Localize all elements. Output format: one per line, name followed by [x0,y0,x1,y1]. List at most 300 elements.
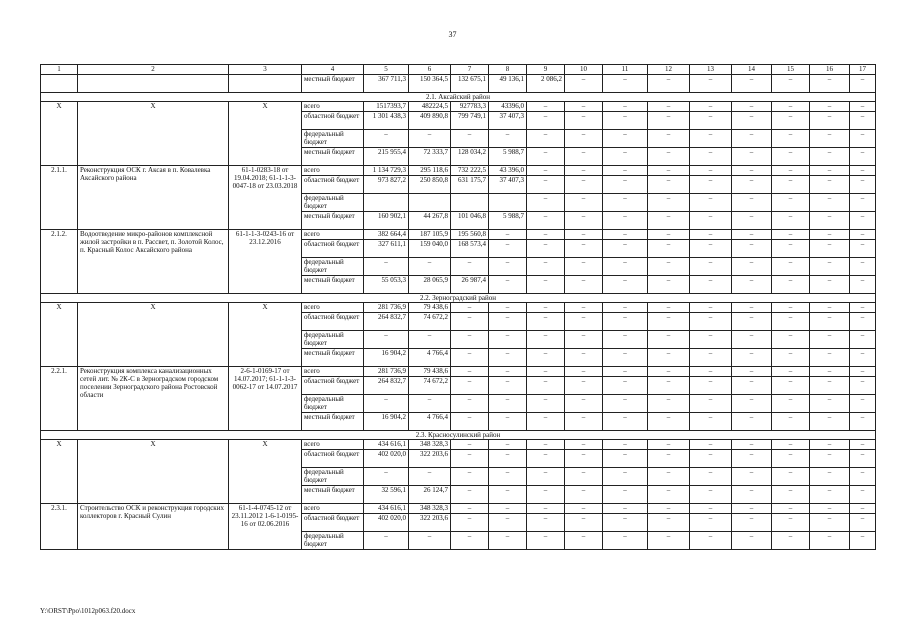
dash-cell: – [648,102,690,112]
dash-cell: – [451,532,489,550]
dash-cell: – [732,313,772,331]
amount-cell: 402 020,0 [364,514,409,532]
dash-cell: – [527,395,565,413]
dash-cell: – [527,377,565,395]
dash-cell: – [732,148,772,166]
amount-cell: 2 086,2 [527,75,565,93]
dash-cell: – [489,240,527,258]
dash-cell: – [772,230,810,240]
dash-cell: – [409,468,451,486]
dash-cell: – [565,468,603,486]
column-number: 2 [78,65,229,75]
dash-cell: – [527,486,565,504]
dash-cell: – [527,194,565,212]
dash-cell: – [451,303,489,313]
dash-cell: – [565,486,603,504]
dash-cell: – [527,212,565,230]
dash-cell: – [451,395,489,413]
column-number: 4 [302,65,364,75]
fund-source: местный бюджет [302,413,364,431]
dash-cell: – [565,148,603,166]
dash-cell: – [603,194,648,212]
dash-cell: – [732,212,772,230]
dash-cell: – [810,75,850,93]
dash-cell: – [690,176,732,194]
dash-cell: – [451,440,489,450]
dash-cell: – [451,349,489,367]
dash-cell: – [850,240,876,258]
amount-cell: 150 364,5 [409,75,451,93]
dash-cell: – [489,440,527,450]
dash-cell: – [364,130,409,148]
dash-cell: – [603,240,648,258]
object-name: X [78,303,229,367]
dash-cell: – [690,148,732,166]
dash-cell: – [603,377,648,395]
document-ref: X [229,102,302,166]
amount-cell: 367 711,3 [364,75,409,93]
dash-cell: – [772,166,810,176]
dash-cell: – [772,395,810,413]
table-row [41,230,876,240]
dash-cell: – [690,468,732,486]
dash-cell: – [810,532,850,550]
dash-cell: – [732,440,772,450]
dash-cell: – [850,148,876,166]
table-row [41,504,876,514]
amount-cell [364,194,409,212]
dash-cell: – [810,148,850,166]
dash-cell: – [451,377,489,395]
row-number: 2.3.1. [41,504,78,550]
fund-source: местный бюджет [302,349,364,367]
dash-cell: – [565,367,603,377]
dash-cell: – [648,75,690,93]
fund-source: федеральный бюджет [302,130,364,148]
dash-cell: – [850,212,876,230]
amount-cell: 195 560,8 [451,230,489,240]
dash-cell: – [732,166,772,176]
dash-cell: – [603,303,648,313]
dash-cell: – [850,504,876,514]
amount-cell: 26 987,4 [451,276,489,294]
dash-cell: – [603,486,648,504]
fund-source: всего [302,102,364,112]
fund-source: федеральный бюджет [302,331,364,349]
amount-cell: 79 438,6 [409,367,451,377]
dash-cell: – [850,258,876,276]
dash-cell: – [565,395,603,413]
amount-cell: 281 736,9 [364,367,409,377]
dash-cell: – [648,313,690,331]
dash-cell: – [603,166,648,176]
dash-cell: – [451,413,489,431]
dash-cell: – [451,313,489,331]
dash-cell: – [527,166,565,176]
dash-cell: – [810,486,850,504]
dash-cell: – [732,176,772,194]
dash-cell: – [603,258,648,276]
fund-source: всего [302,367,364,377]
row-number: 2.2.1. [41,367,78,431]
dash-cell: – [850,194,876,212]
dash-cell: – [451,514,489,532]
row-number: 2.1.1. [41,166,78,230]
dash-cell: – [489,450,527,468]
dash-cell: – [850,468,876,486]
column-number: 13 [690,65,732,75]
amount-cell: 55 053,3 [364,276,409,294]
amount-cell: 128 034,2 [451,148,489,166]
dash-cell: – [527,276,565,294]
amount-cell: 16 904,2 [364,413,409,431]
dash-cell: – [690,377,732,395]
dash-cell: – [648,504,690,514]
column-number: 3 [229,65,302,75]
dash-cell: – [565,212,603,230]
dash-cell: – [772,313,810,331]
dash-cell: – [648,468,690,486]
column-number: 1 [41,65,78,75]
row-number: 2.1.2. [41,230,78,294]
dash-cell: – [527,514,565,532]
dash-cell: – [527,349,565,367]
dash-cell: – [690,112,732,130]
dash-cell: – [810,276,850,294]
dash-cell: – [648,395,690,413]
fund-source: всего [302,166,364,176]
dash-cell: – [648,349,690,367]
dash-cell: – [489,349,527,367]
fund-source: областной бюджет [302,514,364,532]
column-number: 9 [527,65,565,75]
dash-cell: – [603,212,648,230]
dash-cell: – [565,258,603,276]
fund-source: областной бюджет [302,240,364,258]
fund-source: областной бюджет [302,112,364,130]
dash-cell: – [732,194,772,212]
amount-cell: 101 046,8 [451,212,489,230]
amount-cell: 1 301 438,3 [364,112,409,130]
dash-cell: – [648,194,690,212]
dash-cell: – [732,468,772,486]
dash-cell: – [648,303,690,313]
amount-cell: 26 124,7 [409,486,451,504]
dash-cell: – [451,367,489,377]
column-number: 17 [850,65,876,75]
dash-cell: – [603,440,648,450]
dash-cell: – [489,532,527,550]
dash-cell: – [772,194,810,212]
dash-cell: – [850,331,876,349]
dash-cell: – [648,258,690,276]
amount-cell: 5 988,7 [489,212,527,230]
section-title-row [41,93,876,102]
amount-cell: 322 203,6 [409,514,451,532]
dash-cell: – [565,166,603,176]
dash-cell: – [565,230,603,240]
amount-cell: 215 955,4 [364,148,409,166]
dash-cell: – [850,395,876,413]
document-ref: X [229,440,302,504]
footer-file-path: Y:\ORST\Ppo\1012p063.f20.docx [40,607,136,615]
dash-cell: – [810,468,850,486]
column-number: 16 [810,65,850,75]
dash-cell: – [810,166,850,176]
dash-cell: – [489,303,527,313]
dash-cell: – [648,240,690,258]
fund-source: всего [302,303,364,313]
dash-cell: – [527,367,565,377]
column-number: 8 [489,65,527,75]
dash-cell: – [527,532,565,550]
amount-cell: 264 832,7 [364,313,409,331]
dash-cell: – [772,367,810,377]
object-name [78,75,229,93]
amount-cell: 37 407,3 [489,176,527,194]
table-body [41,65,876,550]
dash-cell: – [565,176,603,194]
dash-cell: – [772,240,810,258]
section-title: 2.2. Зерноградский район [41,294,876,303]
dash-cell: – [732,349,772,367]
dash-cell: – [565,514,603,532]
dash-cell: – [690,212,732,230]
dash-cell: – [565,194,603,212]
column-number: 14 [732,65,772,75]
dash-cell: – [565,130,603,148]
amount-cell: 732 222,5 [451,166,489,176]
dash-cell: – [527,112,565,130]
dash-cell: – [451,130,489,148]
dash-cell: – [690,75,732,93]
dash-cell: – [810,377,850,395]
dash-cell: – [732,504,772,514]
dash-cell: – [603,148,648,166]
row-number [41,75,78,93]
document-ref: 61-1-0283-18 от 19.04.2018; 61-1-1-3-0047-18 от 23.03.2018 [229,166,302,230]
dash-cell: – [732,112,772,130]
amount-cell: 16 904,2 [364,349,409,367]
fund-source: местный бюджет [302,276,364,294]
amount-cell: 264 832,7 [364,377,409,395]
dash-cell: – [850,230,876,240]
dash-cell: – [603,230,648,240]
row-number: X [41,303,78,367]
dash-cell: – [648,331,690,349]
amount-cell: 348 328,3 [409,440,451,450]
dash-cell: – [603,112,648,130]
dash-cell: – [732,130,772,148]
dash-cell: – [690,130,732,148]
dash-cell: – [603,532,648,550]
dash-cell: – [603,514,648,532]
dash-cell: – [850,166,876,176]
dash-cell: – [451,331,489,349]
dash-cell: – [565,112,603,130]
column-number: 15 [772,65,810,75]
dash-cell: – [732,367,772,377]
dash-cell: – [364,468,409,486]
dash-cell: – [810,240,850,258]
dash-cell: – [489,367,527,377]
amount-cell: 43396,0 [489,102,527,112]
amount-cell: 250 850,8 [409,176,451,194]
amount-cell [451,194,489,212]
dash-cell: – [810,331,850,349]
amount-cell: 160 902,1 [364,212,409,230]
dash-cell: – [690,514,732,532]
dash-cell: – [690,450,732,468]
dash-cell: – [850,112,876,130]
amount-cell: 327 611,1 [364,240,409,258]
dash-cell: – [648,413,690,431]
dash-cell: – [732,331,772,349]
dash-cell: – [772,75,810,93]
dash-cell: – [409,258,451,276]
dash-cell: – [690,440,732,450]
dash-cell: – [489,377,527,395]
dash-cell: – [732,303,772,313]
dash-cell: – [732,514,772,532]
dash-cell: – [850,349,876,367]
object-name: X [78,440,229,504]
dash-cell: – [489,395,527,413]
dash-cell: – [409,395,451,413]
dash-cell: – [732,258,772,276]
dash-cell: – [772,450,810,468]
dash-cell: – [850,276,876,294]
dash-cell: – [364,532,409,550]
fund-source: местный бюджет [302,75,364,93]
fund-source: всего [302,504,364,514]
dash-cell: – [648,486,690,504]
dash-cell: – [489,504,527,514]
amount-cell: 799 749,1 [451,112,489,130]
object-name: Строительство ОСК и реконструкция городских коллекторов г. Красный Сулин [78,504,229,550]
dash-cell: – [690,303,732,313]
section-title: 2.1. Аксайский район [41,93,876,102]
amount-cell: 28 065,9 [409,276,451,294]
dash-cell: – [732,276,772,294]
dash-cell: – [603,313,648,331]
amount-cell: 168 573,4 [451,240,489,258]
amount-cell: 482224,5 [409,102,451,112]
object-name: Реконструкция комплекса канализационных сетей лит. № 2К-С в Зерноградском городском поселении Зерноградского района Ростовской области [78,367,229,431]
dash-cell: – [732,486,772,504]
dash-cell: – [489,258,527,276]
dash-cell: – [603,331,648,349]
dash-cell: – [603,468,648,486]
amount-cell: 159 040,0 [409,240,451,258]
dash-cell: – [810,349,850,367]
dash-cell: – [690,258,732,276]
table-row [41,440,876,450]
dash-cell: – [810,303,850,313]
fund-source: федеральный бюджет [302,194,364,212]
dash-cell: – [850,130,876,148]
amount-cell: 409 890,8 [409,112,451,130]
dash-cell: – [810,258,850,276]
table-row [41,303,876,313]
amount-cell: 927783,3 [451,102,489,112]
column-number: 5 [364,65,409,75]
table-row [41,367,876,377]
dash-cell: – [850,75,876,93]
dash-cell: – [810,367,850,377]
dash-cell: – [565,75,603,93]
dash-cell: – [690,331,732,349]
dash-cell: – [489,514,527,532]
table-row [41,166,876,176]
dash-cell: – [810,194,850,212]
object-name: Реконструкция ОСК г. Аксая в п. Ковалевка Аксайского района [78,166,229,230]
dash-cell: – [527,102,565,112]
dash-cell: – [850,303,876,313]
dash-cell: – [489,130,527,148]
amount-cell: 49 136,1 [489,75,527,93]
amount-cell [409,194,451,212]
dash-cell: – [565,240,603,258]
dash-cell: – [565,303,603,313]
dash-cell: – [772,102,810,112]
dash-cell: – [527,130,565,148]
page-number: 37 [448,30,457,39]
dash-cell: – [690,532,732,550]
fund-source: местный бюджет [302,148,364,166]
dash-cell: – [409,532,451,550]
amount-cell: 132 675,1 [451,75,489,93]
amount-cell: 631 175,7 [451,176,489,194]
fund-source: областной бюджет [302,313,364,331]
amount-cell: 79 438,6 [409,303,451,313]
dash-cell: – [732,240,772,258]
dash-cell: – [810,450,850,468]
dash-cell: – [772,176,810,194]
dash-cell: – [648,367,690,377]
dash-cell: – [690,230,732,240]
dash-cell: – [527,240,565,258]
amount-cell: 4 766,4 [409,413,451,431]
dash-cell: – [810,102,850,112]
dash-cell: – [648,212,690,230]
dash-cell: – [489,468,527,486]
dash-cell: – [648,440,690,450]
amount-cell: 44 267,8 [409,212,451,230]
amount-cell: 32 596,1 [364,486,409,504]
dash-cell: – [690,313,732,331]
dash-cell: – [772,514,810,532]
fund-source: местный бюджет [302,486,364,504]
dash-cell: – [527,450,565,468]
amount-cell: 973 827,2 [364,176,409,194]
dash-cell: – [648,230,690,240]
dash-cell: – [603,504,648,514]
column-number: 12 [648,65,690,75]
dash-cell: – [772,377,810,395]
column-number: 11 [603,65,648,75]
dash-cell: – [603,349,648,367]
dash-cell: – [772,349,810,367]
dash-cell: – [850,532,876,550]
fund-source: всего [302,230,364,240]
dash-cell: – [565,532,603,550]
fund-source: федеральный бюджет [302,468,364,486]
dash-cell: – [810,112,850,130]
amount-cell: 37 407,3 [489,112,527,130]
dash-cell: – [527,258,565,276]
dash-cell: – [810,413,850,431]
